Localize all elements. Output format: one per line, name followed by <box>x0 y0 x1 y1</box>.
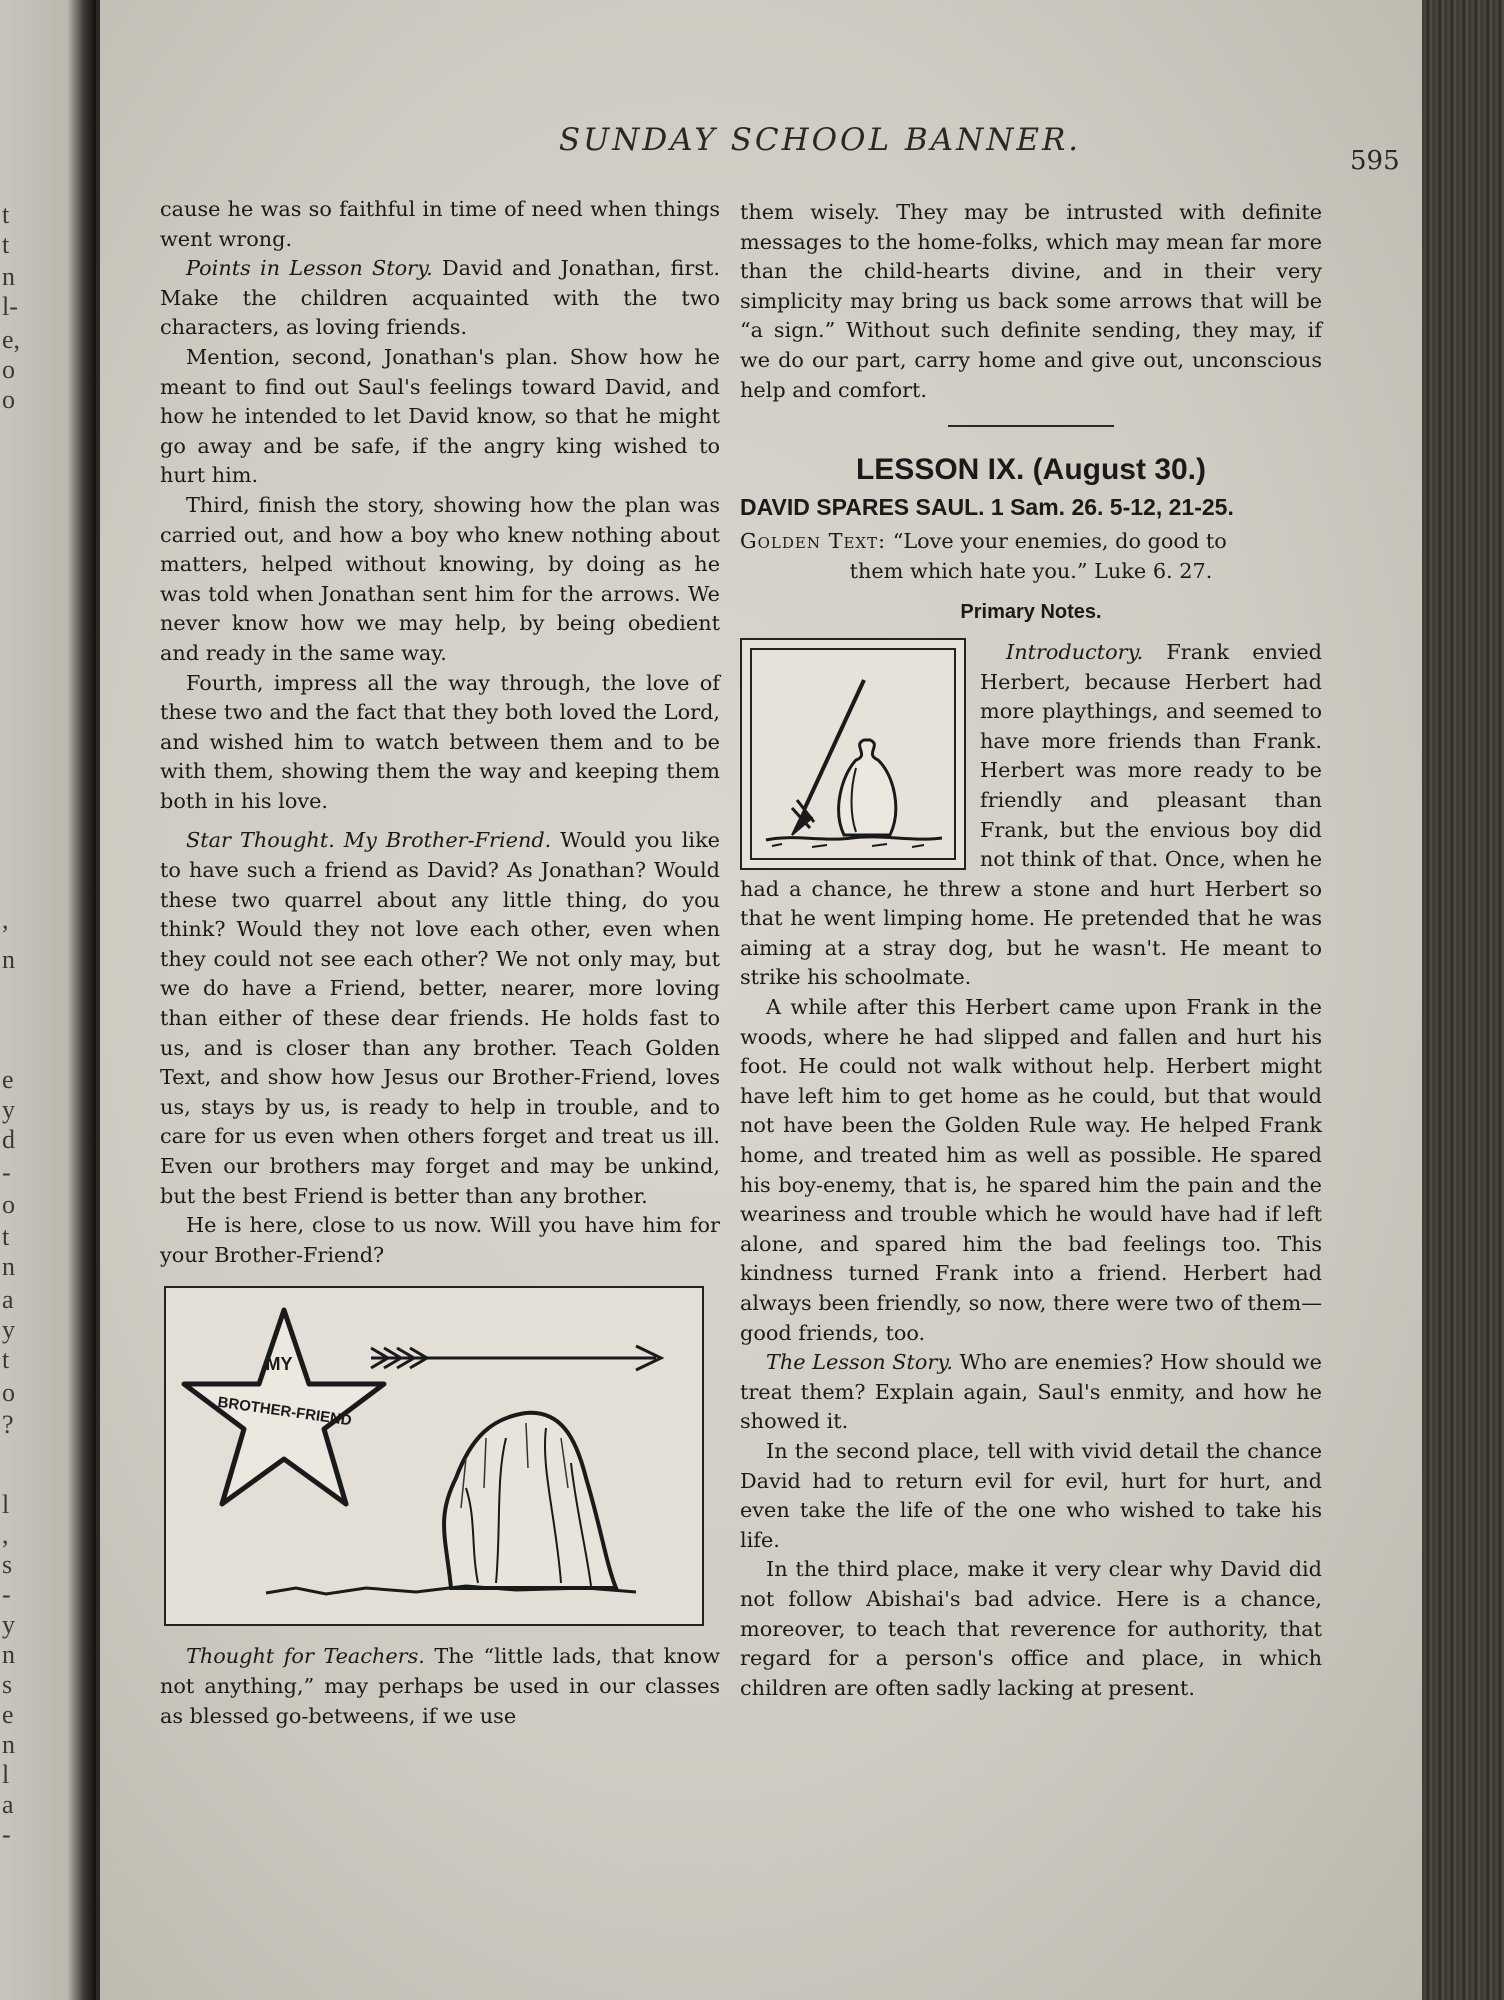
edge-fragment: y <box>2 1610 15 1639</box>
golden-text <box>740 527 1322 586</box>
teachers-lead: Thought for Teachers. <box>186 1644 425 1669</box>
golden-text-line-2: them which hate you.” Luke 6. 27. <box>849 558 1213 583</box>
paragraph: Fourth, impress all the way through, the love of these two and the fact that they both loved the Lord, and wished him to watch between them and to be with them, showing them the way and keeping them both in his love. <box>160 670 720 813</box>
paragraph: In the third place, make it very clear why David did not follow Abishai's bad advice. Here is a chance, moreover, to teach that reverence for authority, that regard for a person's office and place, in which children are often sadly lacking at present. <box>740 1557 1322 1700</box>
star-label-top: MY <box>265 1354 293 1375</box>
page-number: 595 <box>1350 146 1400 176</box>
lesson-title: LESSON IX. (August 30.) <box>855 453 1207 487</box>
edge-fragment: s <box>2 1550 13 1579</box>
edge-fragment: n <box>2 1252 15 1281</box>
star-arrow-rock-illustration <box>164 1286 704 1626</box>
paragraph <box>160 826 720 1211</box>
star-thought-text: Would you like to have such a friend as David? As Jonathan? Would these two quarrel about any little thing, do you think? Would they not love each other, even when they could not see each other? We not only may, but we do have a Friend, better, nearer, more loving than either of these dear friends. He holds fast to us, and is closer than any brother. Teach Golden Text, and show how Jesus our Brother-Friend, loves us, stays by us, is ready to help in trouble, and to care for us even when others forget and treat us ill. Even our brothers may forget and may be unkind, but the best Friend is better than any brother. <box>160 828 720 1208</box>
paragraph: cause he was so faithful in time of need when things went wrong. <box>160 197 720 251</box>
paragraph: A while after this Herbert came upon Frank in the woods, where he had slipped and fallen and hurt his foot. He could not walk without help. Herbert might have left him to get home as he could, but that would not have been the Golden Rule way. He helped Frank home, and treated him as well as possible. He spared his boy-enemy, that is, he spared him the pain and the weariness and trouble which he would have had if left alone, and spared him the bad feelings too. This kindness turned Frank into a friend. Herbert had always been friendly, so now, there were two of them—good friends, too. <box>740 995 1322 1345</box>
paragraph: them wisely. They may be intrusted with definite messages to the home-folks, which may mean far more than the child-hearts divine, and in their very simplicity may bring us back some arrows that will be “a sign.” Without such definite sending, they may, if we do our part, carry home and give out, unconscious help and comfort. <box>740 200 1322 402</box>
edge-fragment: l <box>2 1760 10 1789</box>
edge-fragment: a <box>2 1790 14 1819</box>
points-lead: Points in Lesson Story. <box>186 256 433 281</box>
edge-fragment: - <box>2 1820 11 1849</box>
edge-fragment: o <box>2 385 15 414</box>
edge-fragment: t <box>2 1345 10 1374</box>
divider <box>948 425 1114 427</box>
teachers-text: The “little lads, that know not anything,” may perhaps be used in our classes as blessed go-betweens, if we use <box>160 1644 720 1728</box>
introductory-lead: Introductory. <box>1006 639 1144 664</box>
arrow-icon <box>371 1346 661 1370</box>
edge-fragment: l <box>2 1490 10 1519</box>
left-column <box>160 195 720 1731</box>
edge-fragment: n <box>2 1730 15 1759</box>
golden-text-label: Golden Text: <box>740 529 887 554</box>
paragraph: In the second place, tell with vivid detail the chance David had to return evil for evil, hurt for hurt, and even take the life of the one who wished to take his life. <box>740 1438 1322 1552</box>
edge-fragment: y <box>2 1095 15 1124</box>
right-column <box>740 198 1322 1703</box>
edge-fragment: o <box>2 1190 15 1219</box>
edge-fragment: , <box>2 1520 9 1549</box>
book-page <box>100 0 1422 2000</box>
paragraph <box>160 1642 720 1731</box>
facing-page-edge <box>0 0 96 2000</box>
edge-fragment: n <box>2 945 15 974</box>
edge-fragment: l- <box>2 292 18 321</box>
running-head: SUNDAY SCHOOL BANNER. <box>558 122 1082 158</box>
paragraph: Mention, second, Jonathan's plan. Show how he meant to find out Saul's feelings toward David, and how he intended to let David know, so that he might go away and be safe, if the angry king wished to hurt him. <box>160 344 720 488</box>
edge-fragment: e <box>2 1065 14 1094</box>
paragraph: Third, finish the story, showing how the plan was carried out, and how a boy who knew nothing about matters, helped without knowing, by doing as he was told when Jonathan sent him for the arrows. We never know how we may help, by being obedient and ready in the same way. <box>160 492 720 665</box>
edge-fragment: n <box>2 1640 15 1669</box>
edge-fragment: t <box>2 230 10 259</box>
book-binding <box>1422 0 1504 2000</box>
edge-fragment: n <box>2 262 15 291</box>
edge-fragment: o <box>2 1378 15 1407</box>
edge-fragment: - <box>2 1580 11 1609</box>
edge-fragment: s <box>2 1670 13 1699</box>
edge-fragment: ? <box>2 1410 14 1439</box>
illustration-frame <box>750 648 956 860</box>
edge-fragment: e, <box>2 325 21 354</box>
introductory-text: Frank envied Herbert, because Herbert had more playthings, and seemed to have more friends than Frank. Herbert was more ready to be friendly and pleasant than Frank, but the envious boy did not think of that. Once, when he had a chance, he threw a stone and hurt Herbert so that he went limping home. He pretended that he was aiming at a stray dog, but he wasn't. He meant to strike his schoolmate. <box>740 639 1322 990</box>
spear-and-jar-illustration <box>740 638 966 870</box>
lesson-story-lead: The Lesson Story. <box>766 1350 953 1375</box>
edge-fragment: , <box>2 905 9 934</box>
paragraph: He is here, close to us now. Will you have him for your Brother-Friend? <box>160 1213 720 1267</box>
edge-fragment: t <box>2 200 10 229</box>
star-thought-lead: Star Thought. My Brother-Friend. <box>186 828 552 853</box>
golden-text-line-1: “Love your enemies, do good to <box>886 529 1227 554</box>
edge-fragment: e <box>2 1700 14 1729</box>
lesson-story-text: Who are enemies? How should we treat them? Explain again, Saul's enmity, and how he showed it. <box>740 1350 1322 1434</box>
jar-icon <box>839 740 896 835</box>
edge-fragment: a <box>2 1285 14 1314</box>
edge-fragment: - <box>2 1158 11 1187</box>
lesson-subtitle: DAVID SPARES SAUL. 1 Sam. 26. 5-12, 21-25. <box>740 494 1234 521</box>
edge-fragment: t <box>2 1222 10 1251</box>
rock-icon <box>444 1413 616 1588</box>
edge-fragment: y <box>2 1315 15 1344</box>
edge-fragment: d <box>2 1125 15 1154</box>
points-text: David and Jonathan, first. Make the children acquainted with the two characters, as loving friends. <box>160 256 720 340</box>
edge-fragment: o <box>2 355 15 384</box>
ground-line <box>766 837 942 840</box>
paragraph <box>740 1348 1322 1437</box>
star-label-bottom: BROTHER-FRIEND <box>216 1394 353 1430</box>
paragraph <box>160 254 720 343</box>
section-heading: Primary Notes. <box>960 601 1102 624</box>
